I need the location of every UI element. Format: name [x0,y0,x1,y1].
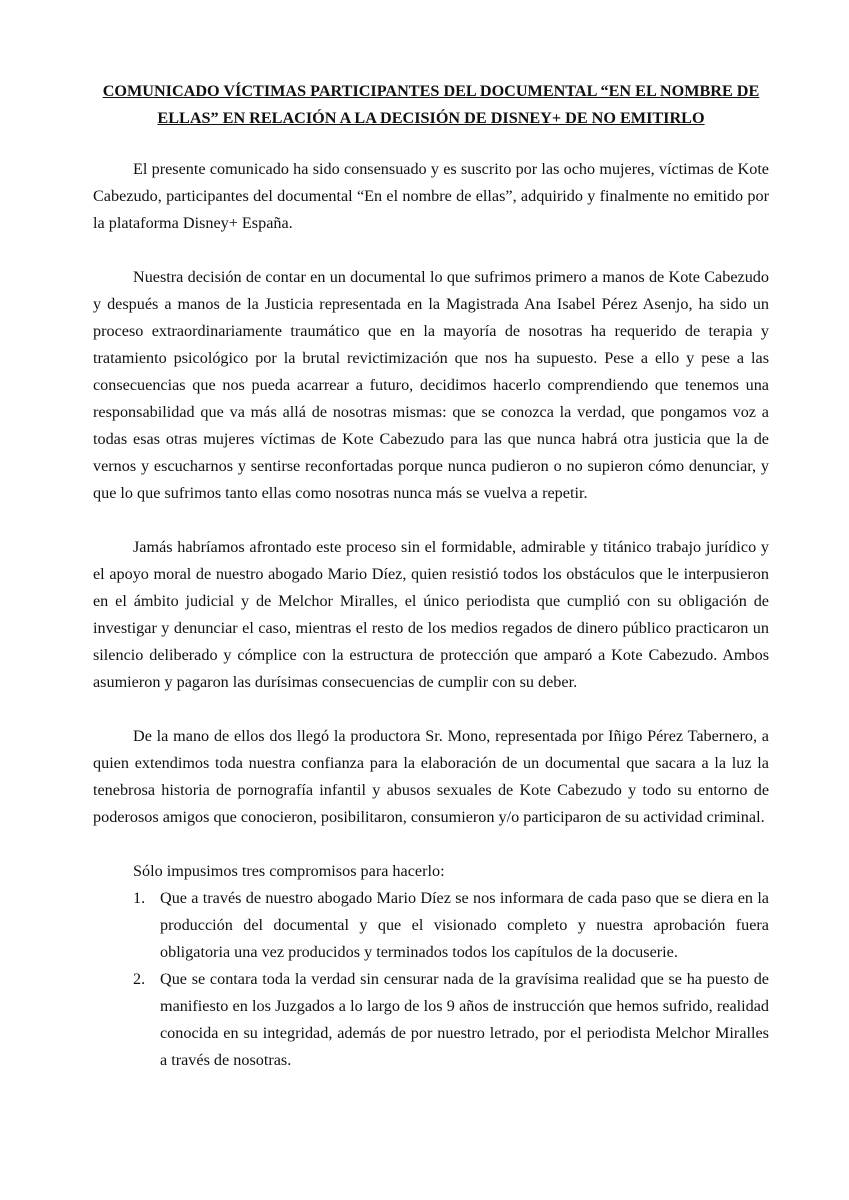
list-item [133,885,769,966]
list-item-text: Que a través de nuestro abogado Mario Díez se nos informara de cada paso que se diera en la producción del documental y que el visionado completo y nuestra aprobación fuera obligatoria una vez producidos y terminados todos los capítulos de la docuserie. [160,889,769,961]
list-intro: Sólo impusimos tres compromisos para hacerlo: [133,862,445,880]
commitments-list [133,885,769,1074]
list-item-number: 1. [133,889,146,907]
paragraph-support: Jamás habríamos afrontado este proceso sin el formidable, admirable y titánico trabajo jurídico y el apoyo moral de nuestro abogado Mario Díez, quien resistió todos los obstáculos que le interpusieron en el ámbito judicial y de Melchor Miralles, el único periodista que cumplió con su obligación de investigar y denunciar el caso, mientras el resto de los medios regados de dinero público practicaron un silencio deliberado y cómplice con la estructura de protección que amparó a Kote Cabezudo. Ambos asumieron y pagaron las durísimas consecuencias de cumplir con su deber. [93,538,769,691]
document-page [93,78,769,1074]
list-item-text: Que se contara toda la verdad sin censurar nada de la gravísima realidad que se ha puesto de manifiesto en los Juzgados a lo largo de los 9 años de instrucción que hemos sufrido, realidad conocida en su integridad, además de por nuestro letrado, por el periodista Melchor Miralles a través de nosotras. [160,970,769,1069]
document-title: COMUNICADO VÍCTIMAS PARTICIPANTES DEL DOCUMENTAL “EN EL NOMBRE DE ELLAS” EN RELACIÓN A LA DECISIÓN DE DISNEY+ DE NO EMITIRLO [102,82,760,127]
paragraph-producer: De la mano de ellos dos llegó la productora Sr. Mono, representada por Iñigo Pérez Tabernero, a quien extendimos toda nuestra confianza para la elaboración de un documental que sacara a la luz la tenebrosa historia de pornografía infantil y abusos sexuales de Kote Cabezudo y todo su entorno de poderosos amigos que conocieron, posibilitaron, consumieron y/o participaron de su actividad criminal. [93,727,769,826]
paragraph-intro: El presente comunicado ha sido consensuado y es suscrito por las ocho mujeres, víctimas de Kote Cabezudo, participantes del documental “En el nombre de ellas”, adquirido y finalmente no emitido por la plataforma Disney+ España. [93,160,769,232]
list-item [133,966,769,1074]
paragraph-decision: Nuestra decisión de contar en un documental lo que sufrimos primero a manos de Kote Cabezudo y después a manos de la Justicia representada en la Magistrada Ana Isabel Pérez Asenjo, ha sido un proceso extraordinariamente traumático que en la mayoría de nosotras ha requerido de terapia y tratamiento psicológico por la brutal revictimización que nos ha supuesto. Pese a ello y pese a las consecuencias que nos pueda acarrear a futuro, decidimos hacerlo comprendiendo que tenemos una responsabilidad que va más allá de nosotras mismas: que se conozca la verdad, que pongamos voz a todas esas otras mujeres víctimas de Kote Cabezudo para las que nunca habrá otra justicia que la de vernos y escucharnos y sentirse reconfortadas porque nunca pudieron o no supieron cómo denunciar, y que lo que sufrimos tanto ellas como nosotras nunca más se vuelva a repetir. [93,268,769,502]
list-item-number: 2. [133,970,146,988]
